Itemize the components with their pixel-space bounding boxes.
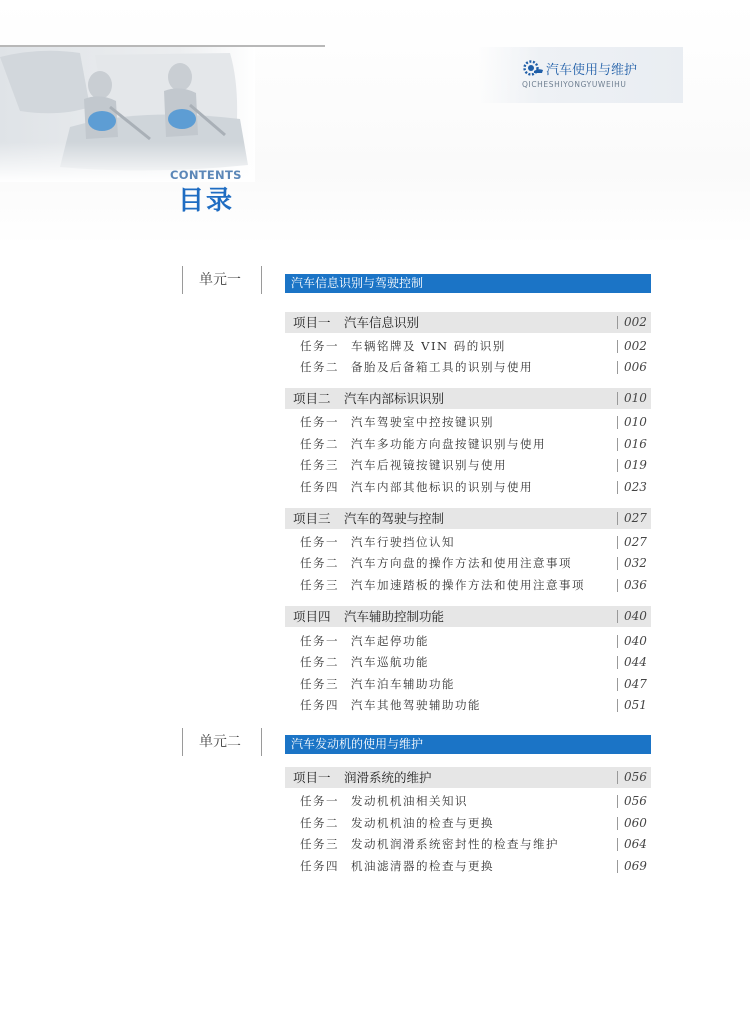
task-number: 任务二 [300, 655, 339, 669]
page-number: 019 [624, 458, 647, 472]
series-brand [478, 47, 683, 103]
project-number: 项目二 [293, 391, 331, 406]
page-number: 056 [624, 794, 647, 808]
page-number: 002 [624, 339, 647, 353]
page-separator [617, 536, 618, 549]
task-number: 任务一 [300, 535, 339, 549]
task-row[interactable] [285, 631, 651, 652]
page-number: 064 [624, 837, 647, 851]
contents-english-heading: CONTENTS [170, 168, 242, 182]
page-separator [617, 656, 618, 669]
page-number: 027 [624, 511, 647, 525]
task-row[interactable] [285, 412, 651, 433]
page-number: 010 [624, 415, 647, 429]
project-title: 汽车的驾驶与控制 [344, 511, 445, 526]
project-title: 汽车信息识别 [344, 315, 420, 330]
page-separator [617, 860, 618, 873]
task-number: 任务二 [300, 360, 339, 374]
page-number: 036 [624, 578, 647, 592]
task-number: 任务三 [300, 578, 339, 592]
task-title: 发动机机油的检查与更换 [351, 816, 494, 830]
page-number: 044 [624, 655, 647, 669]
task-row[interactable] [285, 674, 651, 695]
unit-label: 单元二 [182, 728, 262, 756]
page-separator [617, 438, 618, 451]
task-title: 汽车方向盘的操作方法和使用注意事项 [351, 556, 572, 570]
task-number: 任务三 [300, 837, 339, 851]
car-interior-image [0, 47, 255, 182]
task-title: 汽车泊车辅助功能 [351, 677, 455, 691]
task-row[interactable] [285, 553, 651, 574]
page-number: 023 [624, 480, 647, 494]
task-number: 任务一 [300, 415, 339, 429]
task-title: 汽车行驶挡位认知 [351, 535, 455, 549]
task-number: 任务一 [300, 634, 339, 648]
page-number: 040 [624, 609, 647, 623]
unit-title[interactable]: 汽车发动机的使用与维护 [285, 735, 651, 754]
project-title: 汽车内部标识识别 [344, 391, 445, 406]
page-number: 010 [624, 391, 647, 405]
project-number: 项目一 [293, 315, 331, 330]
task-title: 备胎及后备箱工具的识别与使用 [351, 360, 533, 374]
page-number: 002 [624, 315, 647, 329]
page-separator [617, 481, 618, 494]
page-separator [617, 316, 618, 329]
task-title: 汽车加速踏板的操作方法和使用注意事项 [351, 578, 585, 592]
unit-title[interactable]: 汽车信息识别与驾驶控制 [285, 274, 651, 293]
project-row[interactable] [285, 312, 651, 333]
series-pinyin: QICHESHIYONGYUWEIHU [522, 80, 627, 89]
project-row[interactable] [285, 767, 651, 788]
page-separator [617, 512, 618, 525]
task-row[interactable] [285, 357, 651, 378]
project-number: 项目四 [293, 609, 331, 624]
page-separator [617, 340, 618, 353]
task-row[interactable] [285, 575, 651, 596]
page-separator [617, 635, 618, 648]
task-row[interactable] [285, 834, 651, 855]
page-separator [617, 771, 618, 784]
task-number: 任务二 [300, 556, 339, 570]
page-separator [617, 579, 618, 592]
page-separator [617, 795, 618, 808]
page-number: 051 [624, 698, 647, 712]
project-number: 项目一 [293, 770, 331, 785]
project-number: 项目三 [293, 511, 331, 526]
task-number: 任务一 [300, 339, 339, 353]
task-row[interactable] [285, 532, 651, 553]
page-separator [617, 610, 618, 623]
task-title: 机油滤清器的检查与更换 [351, 859, 494, 873]
task-title: 发动机润滑系统密封性的检查与维护 [351, 837, 559, 851]
project-title: 润滑系统的维护 [344, 770, 432, 785]
page-number: 027 [624, 535, 647, 549]
task-title: 车辆铭牌及 VIN 码的识别 [351, 339, 506, 353]
page-number: 032 [624, 556, 647, 570]
task-number: 任务二 [300, 816, 339, 830]
page-separator [617, 557, 618, 570]
task-title: 汽车内部其他标识的识别与使用 [351, 480, 533, 494]
page-separator [617, 817, 618, 830]
project-row[interactable] [285, 606, 651, 627]
page-number: 047 [624, 677, 647, 691]
page-separator [617, 416, 618, 429]
task-row[interactable] [285, 856, 651, 877]
task-row[interactable] [285, 791, 651, 812]
task-title: 汽车驾驶室中控按键识别 [351, 415, 494, 429]
page-separator [617, 678, 618, 691]
task-row[interactable] [285, 434, 651, 455]
unit-label: 单元一 [182, 266, 262, 294]
task-row[interactable] [285, 455, 651, 476]
task-title: 汽车巡航功能 [351, 655, 429, 669]
page-number: 069 [624, 859, 647, 873]
page-number: 040 [624, 634, 647, 648]
project-row[interactable] [285, 388, 651, 409]
task-number: 任务四 [300, 480, 339, 494]
page-number: 056 [624, 770, 647, 784]
task-title: 汽车后视镜按键识别与使用 [351, 458, 507, 472]
task-number: 任务二 [300, 437, 339, 451]
task-number: 任务三 [300, 677, 339, 691]
task-row[interactable] [285, 336, 651, 357]
task-number: 任务三 [300, 458, 339, 472]
page-separator [617, 838, 618, 851]
task-number: 任务一 [300, 794, 339, 808]
project-row[interactable] [285, 508, 651, 529]
task-title: 发动机机油相关知识 [351, 794, 468, 808]
task-title: 汽车起停功能 [351, 634, 429, 648]
task-number: 任务四 [300, 698, 339, 712]
page-separator [617, 699, 618, 712]
project-title: 汽车辅助控制功能 [344, 609, 445, 624]
task-row[interactable] [285, 695, 651, 716]
gear-car-logo-icon [522, 59, 544, 77]
page-separator [617, 392, 618, 405]
page-separator [617, 459, 618, 472]
page-number: 016 [624, 437, 647, 451]
task-title: 汽车多功能方向盘按键识别与使用 [351, 437, 546, 451]
contents-heading: 目录 [178, 186, 235, 216]
task-row[interactable] [285, 813, 651, 834]
task-row[interactable] [285, 652, 651, 673]
task-row[interactable] [285, 477, 651, 498]
task-title: 汽车其他驾驶辅助功能 [351, 698, 481, 712]
page-number: 006 [624, 360, 647, 374]
page-separator [617, 361, 618, 374]
series-title: 汽车使用与维护 [546, 63, 638, 78]
task-number: 任务四 [300, 859, 339, 873]
page-number: 060 [624, 816, 647, 830]
